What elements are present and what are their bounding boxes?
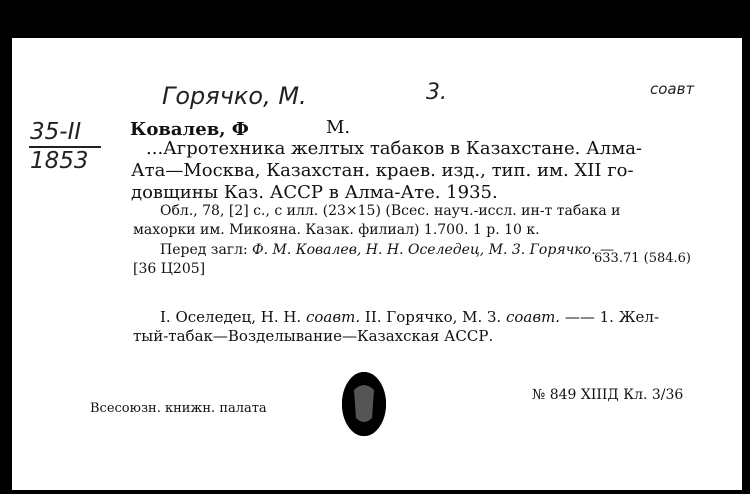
tracing-line-1 [160,308,659,326]
card-number: № 849 XIIIД Кл. 3/36 [532,387,684,403]
title-line-1: ...Агротехника желтых табаков в Казахстане. Алма- [146,138,643,159]
tracing-coauthor-2: II. Горячко, М. З. [364,308,502,326]
handwritten-coauthor: Горячко, М. [162,82,307,110]
physical-description-1: Обл., 78, [2] с., с илл. (23×15) (Всес. науч.-иссл. ин-т табака и [160,203,621,219]
handwritten-number: 3. [426,80,447,105]
title-line-3: довщины Каз. АССР в Алма-Ате. 1935. [131,182,498,203]
shelfmark-top: 35-II [30,119,82,145]
tracing-subject-start: —— 1. Жел- [564,308,660,326]
udc-number: 633.71 (584.6) [594,251,691,266]
shelfmark-bottom: 1853 [30,148,89,174]
punch-hole [338,368,390,445]
entry-author-initial: М. [326,117,351,138]
title-line-2: Ата—Москва, Казахстан. краев. изд., тип. им. XII го- [131,160,634,181]
handwritten-role: соавт [650,80,695,98]
entry-author: Ковалев, Ф [130,119,249,140]
tracing-line-2: тый-табак—Возделывание—Казахская АССР. [133,327,494,345]
note-names: Ф. М. Ковалев, Н. Н. Оселедец, М. 3. Горячко. — [252,242,614,258]
physical-description-2: махорки им. Микояна. Казак. филиал) 1.700. 1 р. 10 к. [133,222,540,238]
classmark: [36 Ц205] [133,261,206,277]
tracing-coauthor-1: I. Оселедец, Н. Н. [160,308,302,326]
note-prefix: Перед загл: [160,242,248,258]
tracing-role-1: соавт. [306,308,361,326]
tracing-role-2: соавт. [505,308,561,326]
publisher-footer: Всесоюзн. книжн. палата [90,401,267,416]
